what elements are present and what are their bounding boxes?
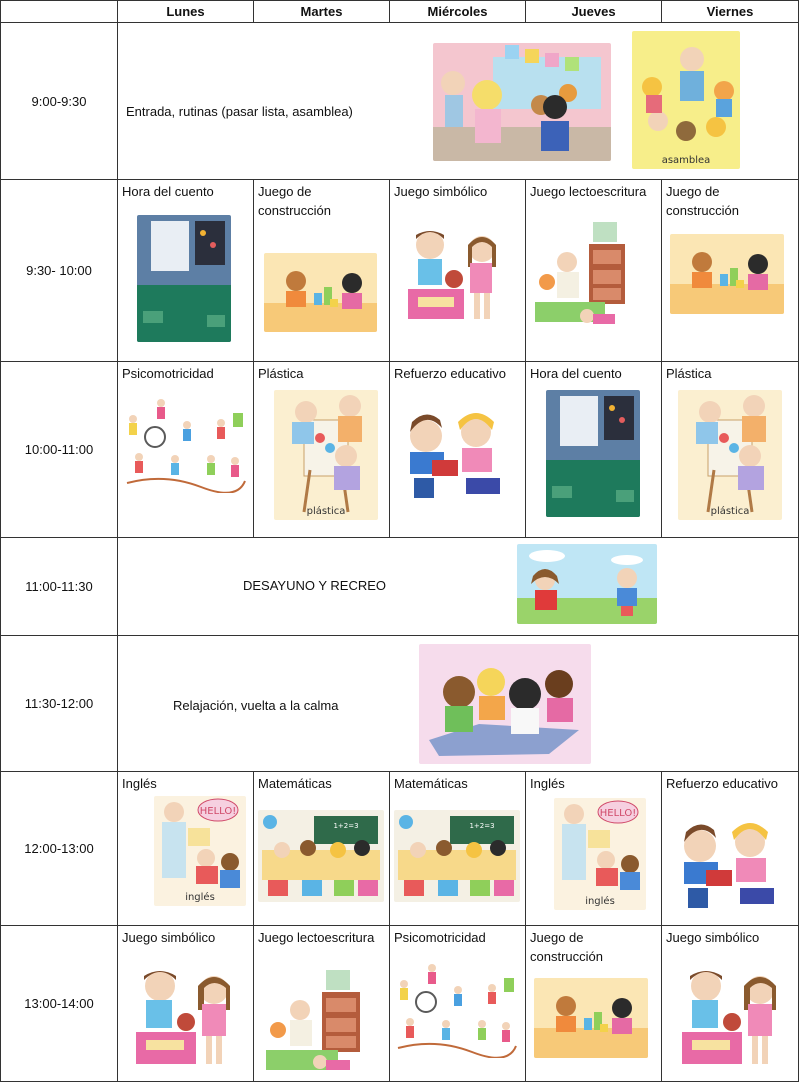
activity-label: Refuerzo educativo [666, 776, 779, 791]
activity-label: Plástica [666, 366, 712, 381]
activity-label: Relajación, vuelta a la calma [173, 698, 339, 713]
hello-bubble-text: HELLO! [199, 806, 237, 817]
construction-play-illustration-icon [534, 978, 648, 1058]
reinforcement-illustration-icon [396, 402, 510, 512]
art-caption: plástica [710, 506, 750, 517]
activity-label: Psicomotricidad [394, 930, 486, 945]
activity-label: Psicomotricidad [122, 366, 214, 381]
schedule-cell [390, 926, 526, 1082]
corner-cell [1, 1, 118, 23]
day-header-martes: Martes [254, 1, 390, 23]
art-class-illustration-icon [274, 390, 378, 520]
time-cell: 11:00-11:30 [1, 538, 118, 636]
day-header-viernes: Viernes [662, 1, 799, 23]
time-cell: 9:00-9:30 [1, 23, 118, 180]
activity-label: Juego de construcción [666, 184, 739, 218]
schedule-cell [526, 926, 662, 1082]
art-class-illustration-icon [678, 390, 782, 520]
assembly-illustration-icon [632, 31, 740, 169]
reinforcement-illustration-icon [670, 812, 784, 920]
header-row [1, 1, 799, 23]
assembly-caption: asamblea [661, 155, 711, 166]
schedule-cell [390, 180, 526, 362]
symbolic-play-illustration-icon [678, 966, 782, 1066]
activity-label: Juego lectoescritura [530, 184, 647, 199]
english-class-illustration-icon [554, 798, 646, 910]
table-row [1, 23, 799, 180]
activity-label: Hora del cuento [530, 366, 622, 381]
activity-label: Refuerzo educativo [394, 366, 507, 381]
activity-label: Plástica [258, 366, 304, 381]
english-caption: inglés [185, 892, 215, 903]
activity-label: Juego de construcción [530, 930, 603, 964]
schedule-cell [254, 772, 390, 926]
english-caption: inglés [585, 896, 615, 907]
time-cell: 12:00-13:00 [1, 772, 118, 926]
reading-writing-illustration-icon [533, 218, 631, 336]
schedule-cell [254, 362, 390, 538]
schedule-cell [662, 180, 799, 362]
activity-label: Matemáticas [394, 776, 468, 791]
schedule-cell [118, 772, 254, 926]
activity-label: Juego simbólico [666, 930, 760, 945]
time-cell: 13:00-14:00 [1, 926, 118, 1082]
psychomotor-illustration-icon [125, 395, 249, 493]
svg-text:1+2=3: 1+2=3 [333, 822, 359, 830]
story-corner-photo-icon [137, 215, 231, 342]
relaxation-illustration-icon [419, 644, 591, 764]
schedule-cell [662, 772, 799, 926]
schedule-cell [526, 772, 662, 926]
day-header-miercoles: Miércoles [390, 1, 526, 23]
classroom-illustration-icon [433, 43, 611, 161]
table-row [1, 772, 799, 926]
schedule-cell [390, 772, 526, 926]
table-row [1, 362, 799, 538]
construction-play-illustration-icon [670, 234, 784, 314]
story-corner-photo-icon [546, 390, 640, 517]
svg-text:1+2=3: 1+2=3 [469, 822, 495, 830]
english-class-illustration-icon [154, 796, 246, 906]
table-row [1, 636, 799, 772]
hello-bubble-text: HELLO! [599, 808, 637, 819]
day-header-lunes: Lunes [118, 1, 254, 23]
recess-illustration-icon [517, 544, 657, 624]
math-class-illustration-icon [394, 810, 520, 902]
activity-label: Matemáticas [258, 776, 332, 791]
schedule-cell [390, 362, 526, 538]
merged-activity-cell [118, 636, 799, 772]
activity-label: Juego de construcción [258, 184, 331, 218]
activity-label: Juego simbólico [394, 184, 488, 199]
time-cell: 11:30-12:00 [1, 636, 118, 772]
activity-label: Inglés [530, 776, 565, 791]
activity-label: Juego simbólico [122, 930, 216, 945]
schedule-cell [254, 180, 390, 362]
schedule-cell [118, 926, 254, 1082]
activity-label: DESAYUNO Y RECREO [243, 578, 387, 593]
reading-writing-illustration-icon [264, 966, 366, 1080]
merged-activity-cell [118, 538, 799, 636]
symbolic-play-illustration-icon [132, 966, 236, 1066]
merged-activity-cell [118, 23, 799, 180]
activity-label: Inglés [122, 776, 157, 791]
day-header-jueves: Jueves [526, 1, 662, 23]
schedule-cell [662, 926, 799, 1082]
schedule-cell [526, 362, 662, 538]
schedule-cell [118, 362, 254, 538]
schedule-cell [662, 362, 799, 538]
time-cell: 9:30- 10:00 [1, 180, 118, 362]
table-row [1, 180, 799, 362]
schedule-cell [254, 926, 390, 1082]
activity-label: Juego lectoescritura [258, 930, 375, 945]
schedule-cell [526, 180, 662, 362]
construction-play-illustration-icon [264, 253, 377, 332]
symbolic-play-illustration-icon [404, 227, 502, 321]
activity-label: Entrada, rutinas (pasar lista, asamblea) [126, 104, 353, 119]
activity-label: Hora del cuento [122, 184, 214, 199]
art-caption: plástica [306, 506, 346, 517]
table-row [1, 538, 799, 636]
time-cell: 10:00-11:00 [1, 362, 118, 538]
table-row [1, 926, 799, 1082]
psychomotor-illustration-icon [396, 960, 520, 1058]
schedule-cell [118, 180, 254, 362]
math-class-illustration-icon [258, 810, 384, 902]
